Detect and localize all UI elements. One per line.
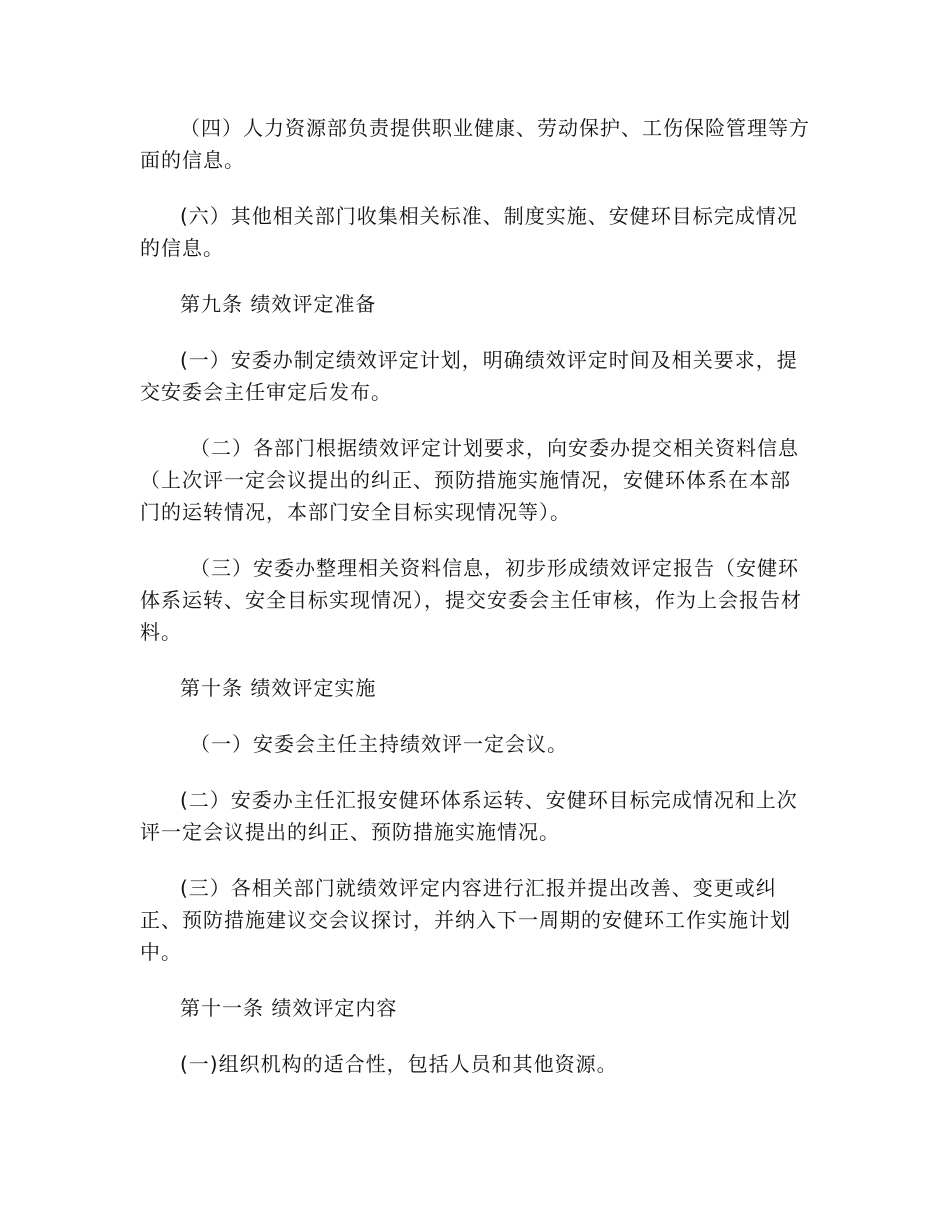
article-9-heading: 第九条 绩效评定准备 [180,292,377,316]
paragraph-10-3: (三）各相关部门就绩效评定内容进行汇报并提出改善、变更或纠正、预防措施建议交会议探讨，并纳入下一周期的安健环工作实施计划中。 [140,876,791,964]
document-body [140,112,810,1104]
article-10-heading: 第十条 绩效评定实施 [180,676,377,700]
paragraph-other-departments: (六）其他相关部门收集相关标准、制度实施、安健环目标完成情况的信息。 [140,204,798,260]
paragraph-9-3: （三）安委办整理相关资料信息，初步形成绩效评定报告（安健环体系运转、安全目标实现情况），提交安委会主任审核，作为上会报告材料。 [140,556,802,644]
paragraph-9-2: （二）各部门根据绩效评定计划要求，向安委办提交相关资料信息（上次评一定会议提出的纠正、预防措施实施情况，安健环体系在本部门的运转情况，本部门安全目标实现情况等）。 [140,436,799,524]
article-11-heading: 第十一条 绩效评定内容 [180,996,398,1020]
paragraph-9-1: (一）安委办制定绩效评定计划，明确绩效评定时间及相关要求，提交安委会主任审定后发布。 [140,348,798,404]
paragraph-10-2: (二）安委办主任汇报安健环体系运转、安健环目标完成情况和上次评一定会议提出的纠正、预防措施实施情况。 [140,788,798,844]
paragraph-hr-info: （四）人力资源部负责提供职业健康、劳动保护、工伤保险管理等方面的信息。 [140,116,810,172]
paragraph-11-1: (一)组织机构的适合性，包括人员和其他资源。 [180,1052,618,1076]
paragraph-10-1: （一）安委会主任主持绩效评一定会议。 [190,732,568,756]
